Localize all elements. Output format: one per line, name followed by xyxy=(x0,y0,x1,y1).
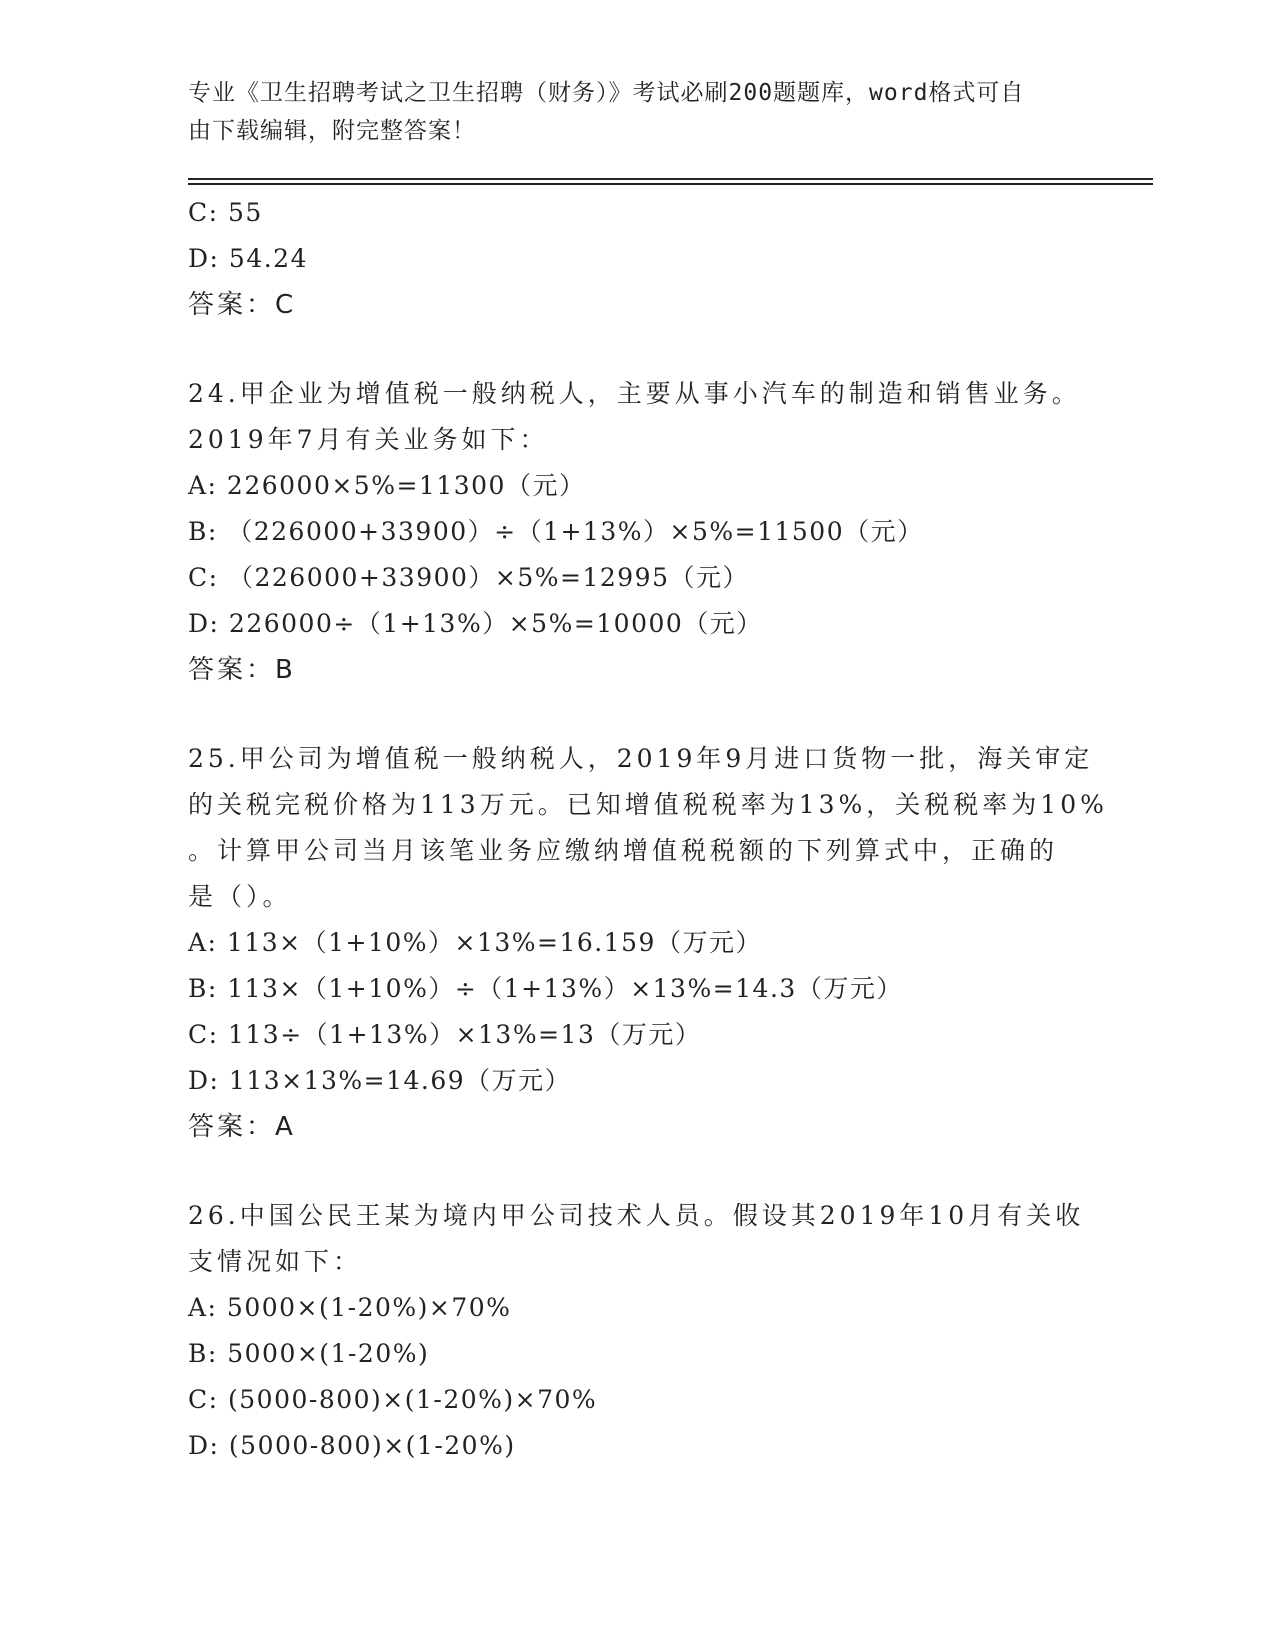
header-line-1: 专业《卫生招聘考试之卫生招聘（财务）》考试必刷200题题库，word格式可自 xyxy=(188,80,1025,106)
question-25 xyxy=(188,736,1108,1150)
question-content xyxy=(188,190,1108,1469)
option-line: C: 113÷（1+13%）×13%=13（万元） xyxy=(188,1020,702,1049)
spacer xyxy=(188,693,1088,736)
answer-line: 答案：B xyxy=(188,655,296,685)
option-line: A: 5000×(1-20%)×70% xyxy=(188,1293,512,1322)
option-line: C: (5000-800)×(1-20%)×70% xyxy=(188,1385,598,1414)
option-line: B: 113×（1+10%）÷（1+13%）×13%=14.3（万元） xyxy=(188,974,903,1003)
option-line: A: 113×（1+10%）×13%=16.159（万元） xyxy=(188,928,762,957)
header-line-2: 由下载编辑，附完整答案！ xyxy=(188,118,476,144)
question-stem-line: 2019年7月有关业务如下： xyxy=(188,425,549,454)
answer-line: 答案：C xyxy=(188,290,297,320)
question-stem-line: 24.甲企业为增值税一般纳税人，主要从事小汽车的制造和销售业务。 xyxy=(188,379,1081,408)
previous-question-tail xyxy=(188,190,1088,328)
option-line: D: 113×13%=14.69（万元） xyxy=(188,1066,572,1095)
question-stem-line: 的关税完税价格为113万元。已知增值税税率为13%，关税税率为10% xyxy=(188,790,1108,819)
option-line: B: （226000+33900）÷（1+13%）×5%=11500（元） xyxy=(188,517,924,546)
option-line: C: （226000+33900）×5%=12995（元） xyxy=(188,563,749,592)
answer-line: 答案：A xyxy=(188,1112,296,1142)
question-26 xyxy=(188,1193,1088,1469)
document-header xyxy=(188,74,1068,150)
option-line: D: (5000-800)×(1-20%) xyxy=(188,1431,516,1460)
question-stem-line: 25.甲公司为增值税一般纳税人，2019年9月进口货物一批，海关审定 xyxy=(188,744,1094,773)
option-line: C: 55 xyxy=(188,198,263,227)
question-stem-line: 支情况如下： xyxy=(188,1247,363,1276)
option-line: B: 5000×(1-20%) xyxy=(188,1339,430,1368)
spacer xyxy=(188,1150,1088,1193)
question-stem-line: 。计算甲公司当月该笔业务应缴纳增值税税额的下列算式中，正确的 xyxy=(188,836,1059,865)
spacer xyxy=(188,328,1088,371)
option-line: A: 226000×5%=11300（元） xyxy=(188,471,586,500)
question-stem-line: 26.中国公民王某为境内甲公司技术人员。假设其2019年10月有关收 xyxy=(188,1201,1085,1230)
question-24 xyxy=(188,371,1088,693)
option-line: D: 54.24 xyxy=(188,244,308,273)
header-divider-bottom xyxy=(188,183,1153,185)
header-divider-top xyxy=(188,178,1153,180)
question-stem-line: 是（）。 xyxy=(188,882,292,911)
option-line: D: 226000÷（1+13%）×5%=10000（元） xyxy=(188,609,763,638)
